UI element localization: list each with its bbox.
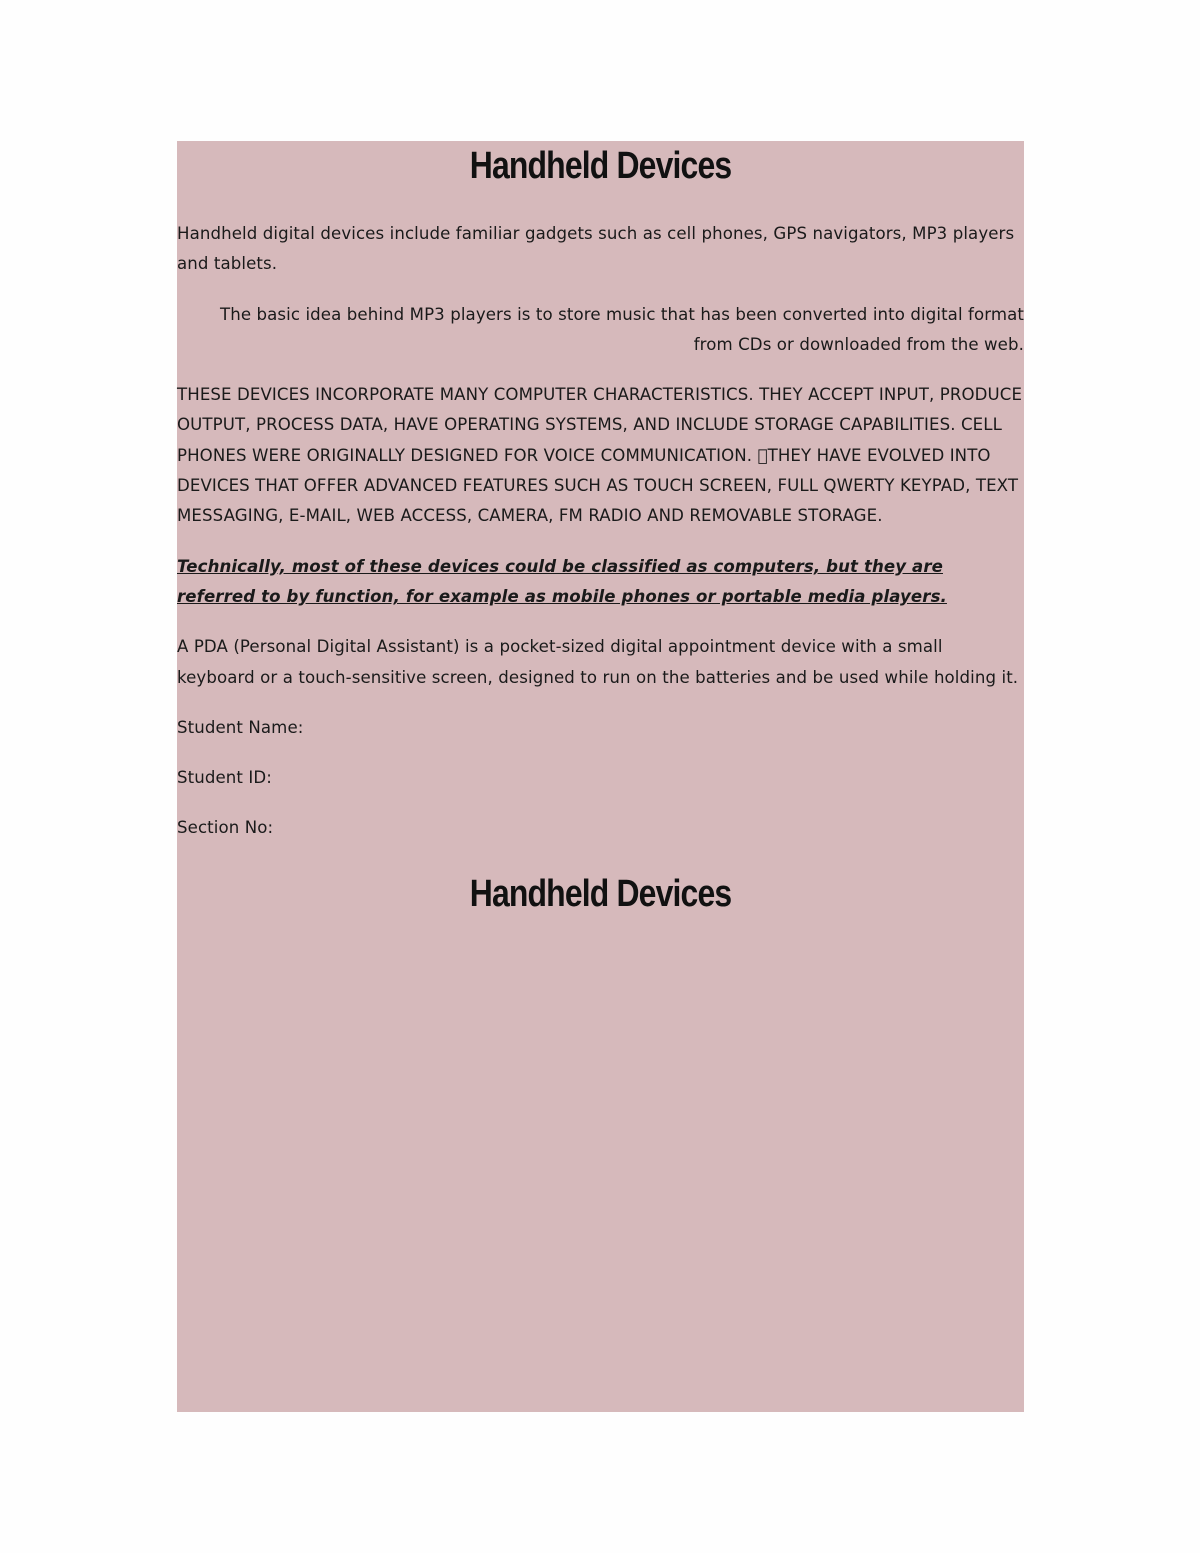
paragraph-mp3-line-1: The basic idea behind MP3 players is to store music that has been converted into digital format bbox=[219, 304, 1024, 324]
paragraph-intro: Handheld digital devices include familiar gadgets such as cell phones, GPS navigators, MP3 players and tablets. bbox=[177, 224, 1015, 274]
paragraph-uppercase: THESE DEVICES INCORPORATE MANY COMPUTER CHARACTERISTICS. THEY ACCEPT INPUT, PRODUCE OUTPUT, PROCESS DATA, HAVE OPERATING SYSTEMS, AND INCLUDE STORAGE CAPABILITIES. CELL PHONES WERE ORIGINALLY DESIGNED FOR VOICE COMMUNICATION. THEY HAVE EVOLVED INTO DEVICES THAT OFFER ADVANCED FEATURES SUCH AS TOUCH SCREEN, FULL QWERTY KEYPAD, TEXT MESSAGING, E-MAIL, WEB ACCESS, CAMERA, FM RADIO AND REMOVABLE STORAGE. bbox=[177, 385, 1023, 526]
document-title-repeat: Handheld Devices bbox=[469, 872, 732, 915]
student-name-label: Student Name: bbox=[177, 717, 304, 737]
paragraph-pda: A PDA (Personal Digital Assistant) is a pocket-sized digital appointment device with a small keyboard or a touch-sensitive screen, designed to run on the batteries and be used while holding it. bbox=[177, 637, 1019, 687]
section-no-label: Section No: bbox=[177, 818, 274, 838]
document-panel bbox=[177, 141, 1024, 1412]
document-title: Handheld Devices bbox=[469, 145, 732, 187]
paragraph-emphasis: Technically, most of these devices could be classified as computers, but they are referred to by function, for example as mobile phones or portable media players. bbox=[177, 556, 947, 606]
student-id-label: Student ID: bbox=[177, 768, 272, 788]
paragraph-mp3 bbox=[177, 300, 1024, 361]
paragraph-mp3-line-2: from CDs or downloaded from the web. bbox=[693, 334, 1024, 354]
document-content bbox=[177, 141, 1024, 917]
